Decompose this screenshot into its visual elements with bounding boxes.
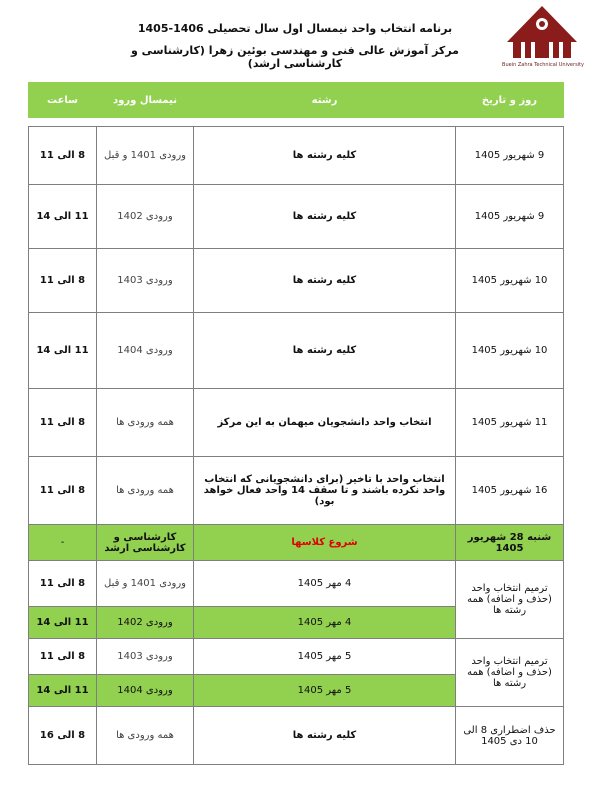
cell-field: کلیه رشته ها (194, 707, 456, 765)
cell-field: 5 مهر 1405 (194, 675, 456, 707)
cell-entry: همه ورودی ها (97, 389, 194, 457)
cell-entry: همه ورودی ها (97, 707, 194, 765)
cell-time: 8 الی 11 (29, 389, 97, 457)
cell-field: کلیه رشته ها (194, 185, 456, 249)
cell-entry: ورودی 1401 و قبل (97, 561, 194, 607)
cell-time: 8 الی 11 (29, 457, 97, 525)
cell-entry: ورودی 1403 (97, 639, 194, 675)
table-row (29, 313, 564, 389)
cell-time: 11 الی 14 (29, 185, 97, 249)
cell-date: 10 شهریور 1405 (456, 313, 564, 389)
university-logo-icon (499, 2, 585, 80)
edit-period-label: ترمیم انتخاب واحد (حذف و اضافه) همه رشته ها (456, 639, 564, 707)
cell-field: 5 مهر 1405 (194, 639, 456, 675)
cell-entry: ورودی 1401 و قبل (97, 127, 194, 185)
column-header-time: ساعت (29, 83, 97, 118)
cell-entry: ورودی 1402 (97, 607, 194, 639)
cell-time: 8 الی 11 (29, 249, 97, 313)
cell-date: 16 شهریور 1405 (456, 457, 564, 525)
cell-date: حذف اضطراری 8 الی 10 دی 1405 (456, 707, 564, 765)
cell-time: 8 الی 16 (29, 707, 97, 765)
class-start-row (29, 525, 564, 561)
cell-date: 9 شهریور 1405 (456, 127, 564, 185)
table-row (29, 127, 564, 185)
document-title: برنامه انتخاب واحد نیمسال اول سال تحصیلی 1406-1405 (137, 22, 453, 35)
document-subtitle: مرکز آموزش عالی فنی و مهندسی بوئین زهرا (کارشناسی و کارشناسی ارشد) (130, 44, 459, 70)
cell-field: 4 مهر 1405 (194, 607, 456, 639)
cell-entry: ورودی 1403 (97, 249, 194, 313)
cell-time: 8 الی 11 (29, 127, 97, 185)
table-row (29, 639, 564, 675)
cell-entry: ورودی 1404 (97, 675, 194, 707)
cell-time: - (29, 525, 97, 561)
cell-field: انتخاب واحد با تاخیر (برای دانشجویانی که انتخاب واحد نکرده باشند و تا سقف 14 واحد فعال خواهد بود) (194, 457, 456, 525)
cell-entry: کارشناسی و کارشناسی ارشد (97, 525, 194, 561)
table-row (29, 249, 564, 313)
schedule-table (28, 82, 564, 765)
cell-entry: ورودی 1402 (97, 185, 194, 249)
cell-time: 11 الی 14 (29, 675, 97, 707)
cell-field: کلیه رشته ها (194, 127, 456, 185)
column-header-date: روز و تاریخ (456, 83, 564, 118)
table-row (29, 185, 564, 249)
class-start-label: شروع کلاسها (194, 525, 456, 561)
cell-entry: ورودی 1404 (97, 313, 194, 389)
cell-date: 10 شهریور 1405 (456, 249, 564, 313)
cell-field: 4 مهر 1405 (194, 561, 456, 607)
cell-date: شنبه 28 شهریور 1405 (456, 525, 564, 561)
table-row (29, 389, 564, 457)
cell-date: 11 شهریور 1405 (456, 389, 564, 457)
edit-period-label: ترمیم انتخاب واحد (حذف و اضافه) همه رشته ها (456, 561, 564, 639)
cell-date: 9 شهریور 1405 (456, 185, 564, 249)
cell-field: کلیه رشته ها (194, 249, 456, 313)
table-row (29, 457, 564, 525)
table-header-row (29, 83, 564, 118)
cell-field: کلیه رشته ها (194, 313, 456, 389)
cell-time: 8 الی 11 (29, 639, 97, 675)
logo-caption: Buein Zahra Technical University (502, 62, 584, 68)
table-row (29, 707, 564, 765)
table-row (29, 561, 564, 607)
cell-time: 11 الی 14 (29, 607, 97, 639)
cell-entry: همه ورودی ها (97, 457, 194, 525)
cell-time: 8 الی 11 (29, 561, 97, 607)
column-header-entry: نیمسال ورود (97, 83, 194, 118)
cell-field: انتخاب واحد دانشجویان میهمان به این مرکز (194, 389, 456, 457)
column-header-field: رشته (194, 83, 456, 118)
document-header (0, 0, 595, 82)
cell-time: 11 الی 14 (29, 313, 97, 389)
